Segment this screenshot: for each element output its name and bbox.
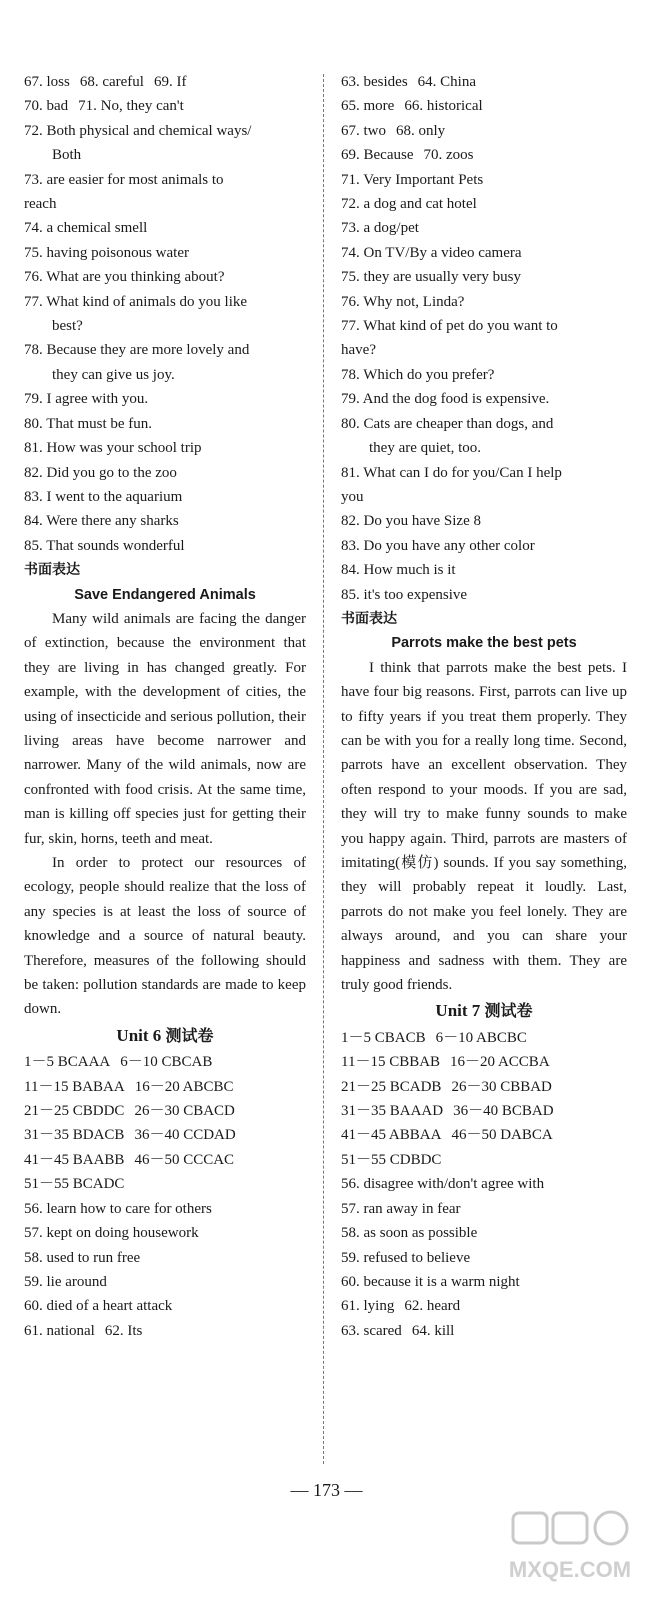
- answer-line: 79. And the dog food is expensive.: [341, 391, 550, 408]
- answer-line: 72. Both physical and chemical ways/: [24, 122, 252, 139]
- choice-line: 51－55 BCADC: [24, 1176, 125, 1193]
- answer-line: 78. Because they are more lovely and: [24, 342, 250, 359]
- choice-line: 51－55 CDBDC: [341, 1151, 442, 1168]
- watermark-logo: [495, 1509, 645, 1589]
- answer-line: 56. disagree with/don't agree with: [341, 1176, 545, 1193]
- essay-paragraph: I think that parrots make the best pets. I have four big reasons. First, parrots can live up to fifty years if you treat them properly. They can be with you for a really long time. Second, parrots have an excellent observation. They often respond to your moods. If you are sad, they will try to make funny sounds to make you happy again. Third, parrots are masters of imitating(模仿) sounds. If you say something, they will probably repeat it loudly. Last, parrots do not make you feel lonely. They are always around, and you can share your happiness and sadness with them. They are truly good friends.: [341, 659, 627, 994]
- answer-line: 81. How was your school trip: [24, 440, 202, 457]
- choice-line: 1－5 BCAAA 6－10 CBCAB: [24, 1054, 213, 1071]
- unit-title: Unit 6 测试卷: [116, 1025, 214, 1045]
- answer-line: 75. having poisonous water: [24, 244, 189, 261]
- answer-line: 85. That sounds wonderful: [24, 537, 185, 554]
- answer-line: 77. What kind of animals do you like: [24, 293, 248, 310]
- choice-line: 21－25 CBDDC 26－30 CBACD: [24, 1103, 235, 1120]
- answer-line: 67. two 68. only: [341, 122, 446, 139]
- left-column: [24, 70, 306, 1343]
- page-number: — 173 —: [290, 1480, 363, 1500]
- essay-title: Save Endangered Animals: [74, 586, 256, 603]
- answer-line-cont: they are quiet, too.: [369, 440, 482, 457]
- essay-body: [24, 607, 306, 1022]
- answer-line: 76. What are you thinking about?: [24, 269, 225, 286]
- choice-line: 41－45 ABBAA 46－50 DABCA: [341, 1127, 553, 1144]
- answer-line: 78. Which do you prefer?: [341, 366, 495, 383]
- unit-title: Unit 7 测试卷: [435, 1001, 533, 1021]
- answer-line: 77. What kind of pet do you want to: [341, 318, 558, 335]
- answer-line: 59. refused to believe: [341, 1249, 471, 1266]
- answer-line: 71. Very Important Pets: [341, 171, 484, 188]
- answer-line: 67. loss 68. careful 69. If: [24, 74, 187, 90]
- answer-line: 56. learn how to care for others: [24, 1200, 212, 1217]
- answer-line: 82. Did you go to the zoo: [24, 464, 177, 481]
- answer-line: 61. national 62. Its: [24, 1322, 143, 1339]
- answer-line: 60. because it is a warm night: [341, 1273, 520, 1290]
- essay-title: Parrots make the best pets: [391, 635, 577, 652]
- answer-line: 84. Were there any sharks: [24, 513, 179, 530]
- answer-line: 72. a dog and cat hotel: [341, 196, 477, 213]
- column-divider: [323, 74, 324, 1464]
- answer-line: 57. kept on doing housework: [24, 1225, 199, 1242]
- section-header-writing: 书面表达: [341, 610, 397, 627]
- answer-line: 85. it's too expensive: [341, 586, 468, 603]
- essay-paragraph: In order to protect our resources of ecology, people should realize that the loss of any species is at least the loss of source of knowledge and a source of natural beauty. Therefore, measures of the following should be taken: pollution standards are made to keep down.: [24, 855, 306, 1018]
- essay-body: [341, 656, 627, 998]
- answer-line: 57. ran away in fear: [341, 1200, 461, 1217]
- choice-line: 31－35 BDACB 36－40 CCDAD: [24, 1127, 236, 1144]
- choice-line: 21－25 BCADB 26－30 CBBAD: [341, 1078, 552, 1095]
- answer-line: 70. bad 71. No, they can't: [24, 98, 184, 115]
- answer-line-cont: reach: [24, 196, 57, 213]
- right-column: [341, 70, 627, 1343]
- choice-line: 1－5 CBACB 6－10 ABCBC: [341, 1029, 527, 1046]
- section-header-writing: 书面表达: [24, 562, 80, 579]
- answer-line: 73. are easier for most animals to: [24, 171, 224, 188]
- answer-line: 76. Why not, Linda?: [341, 293, 465, 310]
- answer-line: 80. Cats are cheaper than dogs, and: [341, 415, 554, 432]
- answer-line: 59. lie around: [24, 1273, 107, 1290]
- answer-line-cont: best?: [52, 318, 83, 335]
- answer-line-cont: they can give us joy.: [52, 366, 175, 383]
- essay-paragraph: Many wild animals are facing the danger of extinction, because the environment that they are living in has changed greatly. For example, with the development of cities, the using of insecticide and serious pollution, their living areas have become narrower and narrower. Many of the wild animals, now are confronted with food crisis. At the same time, man is killing off species just for getting their fur, skin, horns, teeth and meat.: [24, 610, 306, 847]
- answer-line: 69. Because 70. zoos: [341, 147, 474, 164]
- watermark-text: MXQE.COM: [508, 1557, 632, 1582]
- answer-line: 83. I went to the aquarium: [24, 488, 183, 505]
- answer-line: 63. scared 64. kill: [341, 1322, 455, 1339]
- answer-line: 84. How much is it: [341, 562, 456, 579]
- answer-line: 60. died of a heart attack: [24, 1298, 173, 1315]
- choice-line: 41－45 BAABB 46－50 CCCAC: [24, 1151, 235, 1168]
- answer-line: 82. Do you have Size 8: [341, 513, 481, 530]
- answer-line: 80. That must be fun.: [24, 415, 153, 432]
- answer-line: 58. used to run free: [24, 1249, 141, 1266]
- answer-line: 61. lying 62. heard: [341, 1298, 461, 1315]
- answer-line-cont: you: [341, 488, 364, 505]
- answer-line: 81. What can I do for you/Can I help: [341, 464, 562, 481]
- choice-line: 11－15 CBBAB 16－20 ACCBA: [341, 1054, 550, 1071]
- choice-line: 11－15 BABAA 16－20 ABCBC: [24, 1078, 234, 1095]
- answer-line: 75. they are usually very busy: [341, 269, 521, 286]
- choice-line: 31－35 BAAAD 36－40 BCBAD: [341, 1103, 554, 1120]
- answer-line-cont: Both: [52, 147, 82, 164]
- answer-line: 65. more 66. historical: [341, 98, 483, 115]
- answer-line: 79. I agree with you.: [24, 391, 149, 408]
- answer-line: 83. Do you have any other color: [341, 537, 535, 554]
- answer-line-cont: have?: [341, 342, 376, 359]
- answer-line: 63. besides 64. China: [341, 74, 477, 90]
- answer-line: 58. as soon as possible: [341, 1225, 478, 1242]
- answer-line: 74. On TV/By a video camera: [341, 244, 522, 261]
- answer-line: 73. a dog/pet: [341, 220, 419, 237]
- answer-line: 74. a chemical smell: [24, 220, 148, 237]
